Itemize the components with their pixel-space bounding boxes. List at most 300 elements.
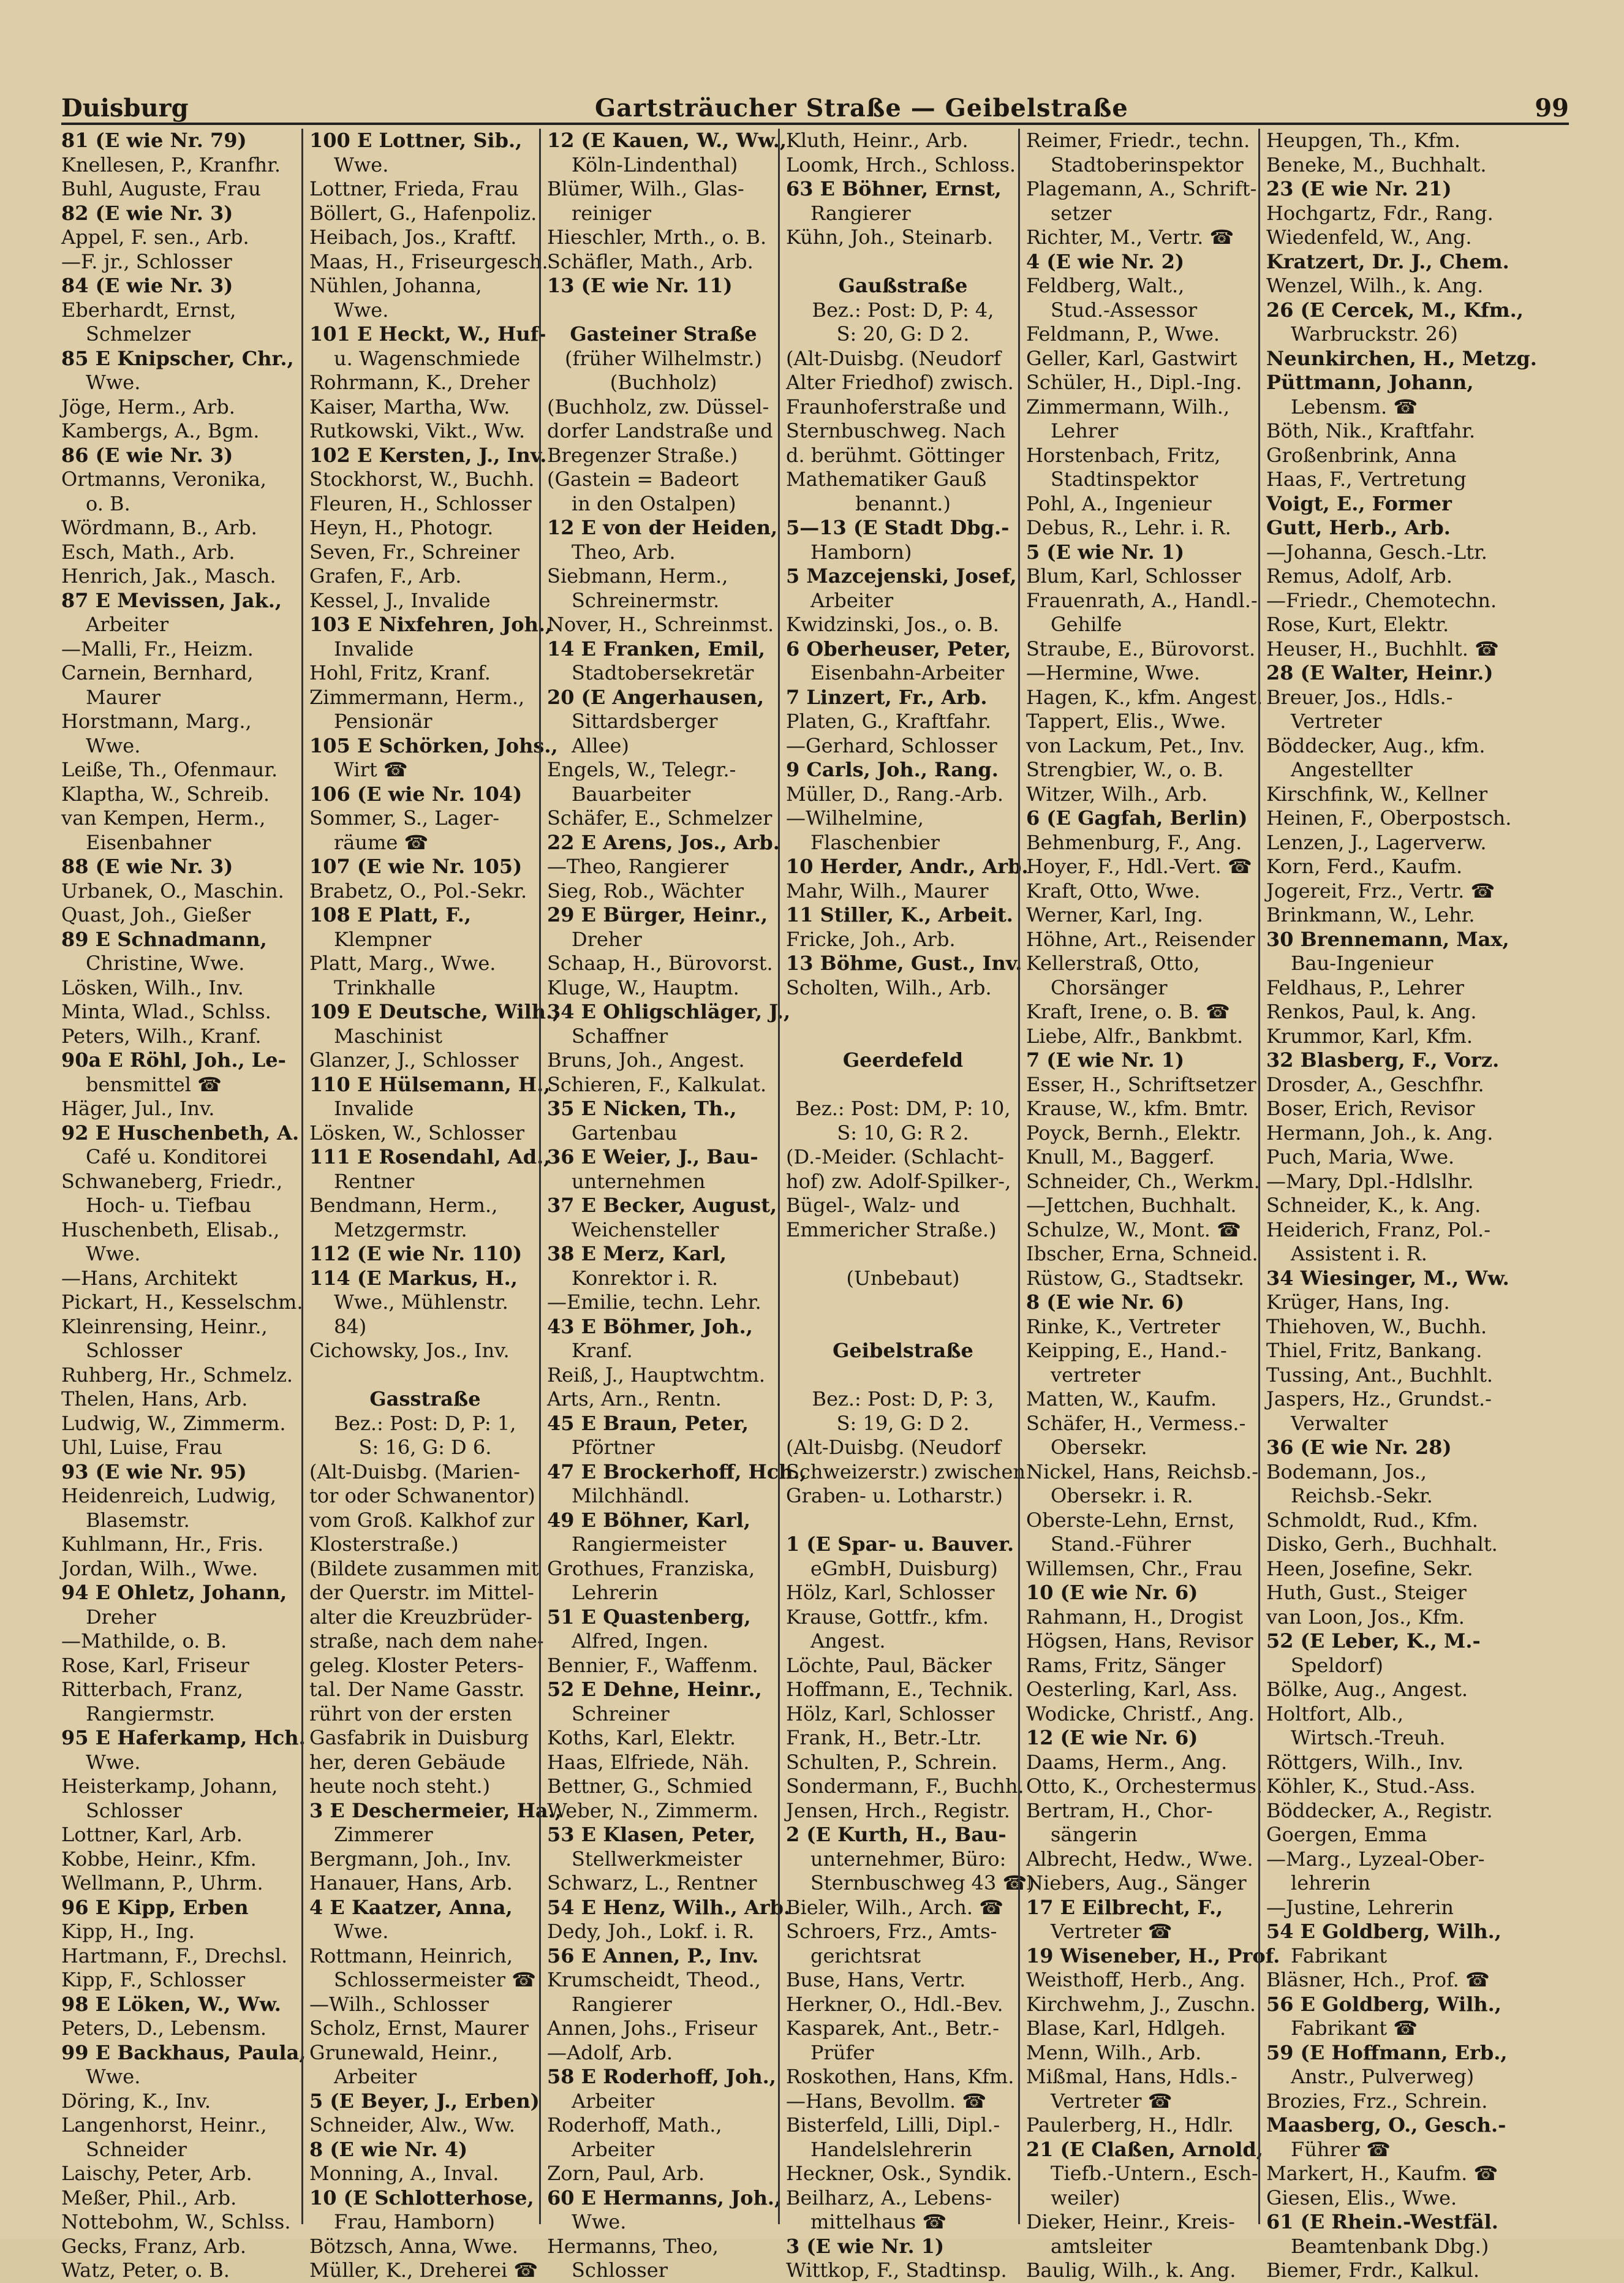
directory-line: Pensionär xyxy=(334,710,432,733)
directory-line xyxy=(547,298,780,323)
directory-line: —Malli, Fr., Heizm. xyxy=(61,637,254,661)
directory-line: benannt.) xyxy=(855,491,951,515)
directory-line: 61 (E Rhein.-Westfäl. xyxy=(1266,2210,1498,2233)
directory-line: Großenbrink, Anna xyxy=(1266,443,1457,467)
directory-line: Lenzen, J., Lagerverw. xyxy=(1266,830,1487,854)
directory-line: Invalide xyxy=(334,1097,414,1120)
directory-line: —Hans, Architekt xyxy=(61,1266,238,1290)
directory-line: Wwe. xyxy=(86,2065,141,2088)
directory-line: 23 (E wie Nr. 21) xyxy=(1266,177,1452,200)
directory-line: Rahmann, H., Drogist xyxy=(1026,1605,1244,1629)
directory-line: 3 E Deschermeier, Ha., xyxy=(309,1798,562,1822)
directory-line: Peters, D., Lebensm. xyxy=(61,2016,267,2040)
directory-line: Arbeiter xyxy=(334,2065,417,2088)
column-1 xyxy=(61,129,306,2282)
directory-line: heute noch steht.) xyxy=(309,1774,491,1798)
directory-line: eGmbH, Duisburg) xyxy=(810,1556,998,1580)
directory-line: (Gastein = Badeort xyxy=(547,468,739,491)
directory-line: Appel, F. sen., Arb. xyxy=(61,225,249,249)
directory-line: 6 Oberheuser, Peter, xyxy=(786,637,1011,661)
directory-line: Ritterbach, Franz, xyxy=(61,1678,243,1701)
directory-line: (D.-Meider. (Schlacht- xyxy=(786,1145,1004,1168)
directory-line: (Unbebaut) xyxy=(846,1266,960,1290)
header-city: Duisburg xyxy=(61,94,189,123)
directory-line: Lösken, W., Schlosser xyxy=(309,1121,525,1145)
directory-line: Kasparek, Ant., Betr.- xyxy=(786,2016,1000,2040)
directory-line: 45 E Braun, Peter, xyxy=(547,1411,749,1435)
directory-line: Gasfabrik in Duisburg xyxy=(309,1726,529,1749)
directory-line: Löchte, Paul, Bäcker xyxy=(786,1653,992,1677)
directory-line: Schlosser xyxy=(86,1339,183,1362)
directory-line: Wellmann, P., Uhrm. xyxy=(61,1871,263,1895)
directory-line: Schieren, F., Kalkulat. xyxy=(547,1072,767,1096)
directory-line: Böddecker, Aug., kfm. xyxy=(1266,733,1486,757)
directory-line: Hochgartz, Fdr., Rang. xyxy=(1266,201,1494,225)
directory-line: 22 E Arens, Jos., Arb. xyxy=(547,830,780,854)
directory-line: Bölke, Aug., Angest. xyxy=(1266,1678,1468,1701)
directory-line: Plagemann, A., Schrift- xyxy=(1026,177,1257,200)
directory-line: Esser, H., Schriftsetzer xyxy=(1026,1072,1256,1096)
directory-line: Hölz, Karl, Schlosser xyxy=(786,1702,995,1725)
directory-line: 82 (E wie Nr. 3) xyxy=(61,201,233,225)
directory-line: 30 Brennemann, Max, xyxy=(1266,927,1509,951)
directory-line: 47 E Brockerhoff, Hch., xyxy=(547,1460,807,1483)
directory-line: Wwe. xyxy=(572,2210,627,2233)
directory-line: Lehrer xyxy=(1051,419,1119,442)
directory-line: Leiße, Th., Ofenmaur. xyxy=(61,758,278,781)
directory-line: Tussing, Ant., Buchhlt. xyxy=(1266,1363,1494,1387)
directory-line: Kipp, F., Schlosser xyxy=(61,1968,246,1991)
directory-line: Hoffmann, E., Technik. xyxy=(786,1678,1014,1701)
directory-line: Kranf. xyxy=(572,1339,633,1362)
directory-line: Oesterling, Karl, Ass. xyxy=(1026,1678,1238,1701)
directory-line: Frauenrath, A., Handl.- xyxy=(1026,588,1258,612)
column-5 xyxy=(1018,129,1280,2282)
directory-line: Langenhorst, Heinr., xyxy=(61,2113,267,2137)
directory-line: Angestellter xyxy=(1291,758,1413,781)
directory-line: Kraft, Otto, Wwe. xyxy=(1026,879,1201,903)
directory-line: Kratzert, Dr. J., Chem. xyxy=(1266,249,1509,273)
directory-line: hof) zw. Adolf-Spilker-, xyxy=(786,1169,1011,1193)
directory-line: Baulig, Wilh., k. Ang. xyxy=(1026,2258,1236,2282)
directory-line: Stud.-Assessor xyxy=(1051,298,1198,322)
directory-line: 14 E Franken, Emil, xyxy=(547,637,765,661)
directory-line: Thelen, Hans, Arb. xyxy=(61,1387,248,1410)
directory-line: Warbruckstr. 26) xyxy=(1291,322,1458,346)
directory-line: Oberste-Lehn, Ernst, xyxy=(1026,1508,1235,1532)
directory-line: (Alt-Duisbg. (Neudorf xyxy=(786,346,1001,370)
directory-line: Ibscher, Erna, Schneid. xyxy=(1026,1242,1258,1265)
directory-line: 13 (E wie Nr. 11) xyxy=(547,274,733,297)
directory-line xyxy=(786,250,1020,274)
directory-line: Stadtinspektor xyxy=(1051,468,1198,491)
directory-line: Albrecht, Hedw., Wwe. xyxy=(1026,1847,1253,1871)
directory-line xyxy=(309,1363,541,1388)
directory-line: Hieschler, Mrth., o. B. xyxy=(547,225,767,249)
directory-line: Klosterstraße.) xyxy=(309,1532,459,1556)
directory-line: Esch, Math., Arb. xyxy=(61,540,235,564)
directory-line: Bau-Ingenieur xyxy=(1291,952,1433,975)
directory-line: 35 E Nicken, Th., xyxy=(547,1097,737,1120)
directory-line: Huschenbeth, Elisab., xyxy=(61,1217,280,1241)
directory-line: 105 E Schörken, Johs., xyxy=(309,733,558,757)
directory-line: Blümer, Wilh., Glas- xyxy=(547,177,744,200)
directory-line: 87 E Mevissen, Jak., xyxy=(61,588,282,612)
directory-line: Kraft, Irene, o. B. ☎ xyxy=(1026,1000,1230,1023)
directory-line: —Marg., Lyzeal-Ober- xyxy=(1266,1847,1485,1871)
directory-line: Watz, Peter, o. B. xyxy=(61,2258,230,2282)
directory-line: Mahr, Wilh., Maurer xyxy=(786,879,989,903)
directory-line: tor oder Schwanentor) xyxy=(309,1484,535,1507)
directory-line: Annen, Johs., Friseur xyxy=(547,2016,757,2040)
directory-line: 89 E Schnadmann, xyxy=(61,927,267,951)
directory-line: Schreiner xyxy=(572,1702,670,1725)
column-4 xyxy=(778,129,1035,2282)
directory-line: Peters, Wilh., Kranf. xyxy=(61,1024,262,1048)
directory-line: Vertreter ☎ xyxy=(1051,1920,1173,1943)
directory-line: 4 (E wie Nr. 2) xyxy=(1026,249,1185,273)
directory-line: Schroers, Frz., Amts- xyxy=(786,1920,997,1943)
directory-line: 111 E Rosendahl, Ad., xyxy=(309,1145,551,1168)
directory-line: bensmittel ☎ xyxy=(86,1072,222,1096)
directory-line: Kuhlmann, Hr., Fris. xyxy=(61,1532,264,1556)
directory-line: Zimmermann, Herm., xyxy=(309,685,525,709)
directory-line: Wenzel, Wilh., k. Ang. xyxy=(1266,274,1484,297)
directory-line: unternehmen xyxy=(572,1169,706,1193)
directory-line: 6 (E Gagfah, Berlin) xyxy=(1026,806,1248,830)
directory-line: Heen, Josefine, Sekr. xyxy=(1266,1556,1473,1580)
directory-line: Schulze, W., Mont. ☎ xyxy=(1026,1217,1241,1241)
directory-line: Sternbuschweg. Nach xyxy=(786,419,1006,442)
directory-line: Minta, Wlad., Schlss. xyxy=(61,1000,271,1023)
directory-line: 5 (E wie Nr. 1) xyxy=(1026,540,1185,564)
directory-line: Schneider, Alw., Ww. xyxy=(309,2113,515,2137)
directory-line: Böth, Nik., Kraftfahr. xyxy=(1266,419,1476,442)
directory-line: 34 Wiesinger, M., Ww. xyxy=(1266,1266,1509,1290)
directory-line: Schäfer, E., Schmelzer xyxy=(547,806,772,830)
directory-line xyxy=(786,1290,1020,1315)
directory-line: Herkner, O., Hdl.-Bev. xyxy=(786,1992,1003,2016)
directory-line: Beneke, M., Buchhalt. xyxy=(1266,153,1487,176)
directory-line: Arbeiter xyxy=(572,2137,655,2161)
directory-line: der Querstr. im Mittel- xyxy=(309,1581,534,1604)
directory-line: Dreher xyxy=(86,1605,156,1629)
directory-line: Rangiermstr. xyxy=(86,1702,216,1725)
directory-line: Weichensteller xyxy=(572,1217,719,1241)
directory-line: Wodicke, Christf., Ang. xyxy=(1026,1702,1255,1725)
directory-line: Scholten, Wilh., Arb. xyxy=(786,975,992,999)
directory-line: Niebers, Aug., Sänger xyxy=(1026,1871,1247,1895)
directory-line: Kellerstraß, Otto, xyxy=(1026,952,1200,975)
directory-line: Poyck, Bernh., Elektr. xyxy=(1026,1121,1242,1145)
directory-line: Henrich, Jak., Masch. xyxy=(61,564,276,588)
directory-line: Fricke, Joh., Arb. xyxy=(786,927,956,951)
directory-line: Schüler, H., Dipl.-Ing. xyxy=(1026,371,1242,394)
directory-line: Milchhändl. xyxy=(572,1484,690,1507)
street-heading: Gasstraße xyxy=(369,1387,481,1410)
street-heading: Gasteiner Straße xyxy=(570,322,757,346)
directory-line: Wwe. xyxy=(86,1750,141,1774)
directory-line: Ortmanns, Veronika, xyxy=(61,468,266,491)
directory-line: Wirt ☎ xyxy=(334,758,408,781)
directory-line: Schreinermstr. xyxy=(572,588,720,612)
directory-line: Hoch- u. Tiefbau xyxy=(86,1194,252,1217)
directory-line: Schmoldt, Rud., Kfm. xyxy=(1266,1508,1478,1532)
directory-line: Kirschfink, W., Kellner xyxy=(1266,782,1488,806)
directory-line: 36 E Weier, J., Bau- xyxy=(547,1145,758,1168)
directory-line: Heuser, H., Buchhlt. ☎ xyxy=(1266,637,1499,661)
directory-line: Höhne, Art., Reisender xyxy=(1026,927,1255,951)
directory-line: 1 (E Spar- u. Bauver. xyxy=(786,1532,1014,1556)
directory-line: Jordan, Wilh., Wwe. xyxy=(61,1556,259,1580)
directory-line: Sondermann, F., Buchh. xyxy=(786,1774,1024,1798)
directory-line: Neunkirchen, H., Metzg. xyxy=(1266,346,1537,370)
directory-line: Hölz, Karl, Schlosser xyxy=(786,1581,995,1604)
directory-line: Rüstow, G., Stadtsekr. xyxy=(1026,1266,1245,1290)
directory-line: geleg. Kloster Peters- xyxy=(309,1653,524,1677)
directory-line: Drosder, A., Geschfhr. xyxy=(1266,1072,1484,1096)
directory-line: —Hermine, Wwe. xyxy=(1026,661,1200,684)
directory-line: Alfred, Ingen. xyxy=(572,1629,709,1653)
directory-line: Zimmermann, Wilh., xyxy=(1026,395,1230,418)
page-number: 99 xyxy=(1535,94,1569,123)
directory-line: Christine, Wwe. xyxy=(86,952,245,975)
column-3 xyxy=(539,129,807,2282)
directory-line: Bendmann, Herm., xyxy=(309,1194,498,1217)
directory-line: Obersekr. xyxy=(1051,1436,1147,1459)
directory-line: Vertreter xyxy=(1291,710,1382,733)
directory-line: Kluge, W., Hauptm. xyxy=(547,975,739,999)
directory-line: Bieler, Wilh., Arch. ☎ xyxy=(786,1895,1004,1919)
directory-line: 110 E Hülsemann, H., xyxy=(309,1072,551,1096)
directory-line: weiler) xyxy=(1051,2186,1120,2209)
directory-line: Nühlen, Johanna, xyxy=(309,274,482,297)
directory-line: Bez.: Post: D, P: 3, xyxy=(812,1387,994,1410)
directory-line: 12 E von der Heiden, xyxy=(547,516,778,539)
directory-line: Bregenzer Straße.) xyxy=(547,443,738,467)
directory-line: Krummor, Karl, Kfm. xyxy=(1266,1024,1473,1048)
directory-line: Siebmann, Herm., xyxy=(547,564,728,588)
directory-line: Röttgers, Wilh., Inv. xyxy=(1266,1750,1464,1774)
directory-line: Geller, Karl, Gastwirt xyxy=(1026,346,1237,370)
directory-line: straße, nach dem nahe- xyxy=(309,1629,544,1653)
directory-line: Lottner, Karl, Arb. xyxy=(61,1823,243,1846)
directory-line: Roskothen, Hans, Kfm. xyxy=(786,2065,1014,2088)
directory-line: —Hans, Bevollm. ☎ xyxy=(786,2089,987,2113)
directory-line: Hoyer, F., Hdl.-Vert. ☎ xyxy=(1026,855,1252,878)
directory-line: Schäfer, H., Vermess.- xyxy=(1026,1411,1246,1435)
directory-line: Rutkowski, Vikt., Ww. xyxy=(309,419,526,442)
directory-line: Gecks, Franz, Arb. xyxy=(61,2234,247,2258)
directory-line: —Wilhelmine, xyxy=(786,806,924,830)
directory-line xyxy=(786,1000,1020,1024)
directory-line xyxy=(786,1024,1020,1049)
directory-line: Mathematiker Gauß xyxy=(786,468,987,491)
directory-line: —Mathilde, o. B. xyxy=(61,1629,227,1653)
directory-line: Schneider xyxy=(86,2137,187,2161)
directory-line: Angest. xyxy=(810,1629,886,1653)
directory-line: Stadtoberinspektor xyxy=(1051,153,1244,176)
directory-line: Voigt, E., Former xyxy=(1266,491,1452,515)
directory-line: 85 E Knipscher, Chr., xyxy=(61,346,294,370)
directory-line: Schneider, Ch., Werkm. xyxy=(1026,1169,1260,1193)
directory-line: Verwalter xyxy=(1291,1411,1388,1435)
directory-line: 52 (E Leber, K., M.- xyxy=(1266,1629,1481,1653)
directory-line: 103 E Nixfehren, Joh., xyxy=(309,613,553,636)
directory-line: 114 (E Markus, H., xyxy=(309,1266,518,1290)
directory-line: Strengbier, W., o. B. xyxy=(1026,758,1224,781)
directory-line: Otto, K., Orchestermus. xyxy=(1026,1774,1263,1798)
directory-line: Tappert, Elis., Wwe. xyxy=(1026,710,1226,733)
directory-line: Stand.-Führer xyxy=(1051,1532,1191,1556)
directory-line: Rentner xyxy=(334,1169,415,1193)
directory-line: Holtfort, Alb., xyxy=(1266,1702,1404,1725)
directory-line: Knull, M., Baggerf. xyxy=(1026,1145,1215,1168)
directory-line: —Johanna, Gesch.-Ltr. xyxy=(1266,540,1487,564)
directory-line: 7 Linzert, Fr., Arb. xyxy=(786,685,988,709)
directory-line: mittelhaus ☎ xyxy=(810,2210,947,2233)
directory-line: 63 E Böhner, Ernst, xyxy=(786,177,1002,200)
directory-line: Schlosser xyxy=(572,2258,668,2282)
directory-line: Böllert, G., Hafenpoliz. xyxy=(309,201,537,225)
directory-line: Carnein, Bernhard, xyxy=(61,661,254,684)
directory-line: Keipping, E., Hand.- xyxy=(1026,1339,1227,1362)
directory-line: Bodemann, Jos., xyxy=(1266,1460,1427,1483)
directory-line: Brinkmann, W., Lehr. xyxy=(1266,903,1475,926)
directory-line: Menn, Wilh., Arb. xyxy=(1026,2040,1202,2064)
directory-line: 9 Carls, Joh., Rang. xyxy=(786,758,999,781)
directory-line: Remus, Adolf, Arb. xyxy=(1266,564,1452,588)
directory-line: Bez.: Post: DM, P: 10, xyxy=(795,1097,1011,1120)
directory-line: —Justine, Lehrerin xyxy=(1266,1895,1454,1919)
directory-line: Glanzer, J., Schlosser xyxy=(309,1048,519,1072)
directory-line: Rangierer xyxy=(572,1992,672,2016)
directory-line: dorfer Landstraße und xyxy=(547,419,773,442)
directory-line: Heidenreich, Ludwig, xyxy=(61,1484,277,1507)
directory-line: Krüger, Hans, Ing. xyxy=(1266,1290,1450,1314)
directory-line: 60 E Hermanns, Joh., xyxy=(547,2186,782,2209)
directory-line: Schäfler, Math., Arb. xyxy=(547,249,753,273)
directory-line: Chorsänger xyxy=(1051,975,1168,999)
directory-line: Arbeiter xyxy=(810,588,894,612)
directory-line: Korn, Ferd., Kaufm. xyxy=(1266,855,1463,878)
directory-line: Heyn, H., Photogr. xyxy=(309,516,494,539)
directory-line: Lehrerin xyxy=(572,1581,659,1604)
directory-line: 28 (E Walter, Heinr.) xyxy=(1266,661,1494,684)
directory-line: Trinkhalle xyxy=(334,975,436,999)
directory-line: lehrerin xyxy=(1291,1871,1371,1895)
directory-line: Metzgermstr. xyxy=(334,1217,467,1241)
directory-line: Arbeiter xyxy=(86,613,169,636)
directory-line: Kambergs, A., Bgm. xyxy=(61,419,260,442)
directory-line: Hamborn) xyxy=(810,540,912,564)
directory-line: Hermanns, Theo, xyxy=(547,2234,719,2258)
directory-line: Lebensm. ☎ xyxy=(1291,395,1418,418)
directory-line: Kessel, J., Invalide xyxy=(309,588,491,612)
directory-line: Markert, H., Kaufm. ☎ xyxy=(1266,2162,1498,2185)
directory-line: 106 (E wie Nr. 104) xyxy=(309,782,523,806)
directory-line: 34 E Ohligschläger, J., xyxy=(547,1000,791,1023)
directory-line: Lösken, Wilh., Inv. xyxy=(61,975,244,999)
directory-line: Kwidzinski, Jos., o. B. xyxy=(786,613,999,636)
street-heading: Gaußstraße xyxy=(838,274,968,297)
directory-line: 53 E Klasen, Peter, xyxy=(547,1823,756,1846)
directory-line: Krause, Gottfr., kfm. xyxy=(786,1605,989,1629)
directory-line: Heupgen, Th., Kfm. xyxy=(1266,129,1461,152)
directory-line: (Bildete zusammen mit xyxy=(309,1556,539,1580)
directory-line: Stellwerkmeister xyxy=(572,1847,742,1871)
directory-line xyxy=(786,1073,1020,1097)
directory-line: Wwe. xyxy=(86,371,141,394)
directory-line: 5 Mazcejenski, Josef, xyxy=(786,564,1017,588)
column-2 xyxy=(301,129,562,2282)
directory-line: 8 (E wie Nr. 4) xyxy=(309,2137,468,2161)
directory-line: Högsen, Hans, Revisor xyxy=(1026,1629,1253,1653)
directory-line: Platt, Marg., Wwe. xyxy=(309,952,496,975)
directory-line: gerichtsrat xyxy=(810,1944,921,1967)
directory-line: 81 (E wie Nr. 79) xyxy=(61,129,247,152)
directory-line: 12 (E Kauen, W., Ww., xyxy=(547,129,787,152)
column-6 xyxy=(1258,129,1537,2282)
directory-line: Blasemstr. xyxy=(86,1508,190,1532)
directory-line: Boser, Erich, Revisor xyxy=(1266,1097,1475,1120)
directory-line: —F. jr., Schlosser xyxy=(61,249,232,273)
directory-line: Beamtenbank Dbg.) xyxy=(1291,2234,1489,2258)
directory-line: Engels, W., Telegr.- xyxy=(547,758,736,781)
directory-line: Brabetz, O., Pol.-Sekr. xyxy=(309,879,527,903)
directory-line: 98 E Löken, W., Ww. xyxy=(61,1992,281,2016)
directory-line: 107 (E wie Nr. 105) xyxy=(309,855,523,878)
directory-line: Knellesen, P., Kranfhr. xyxy=(61,153,281,176)
directory-line: Wirtsch.-Treuh. xyxy=(1291,1726,1446,1749)
directory-line: Koths, Karl, Elektr. xyxy=(547,1726,736,1749)
directory-line: d. berühmt. Göttinger xyxy=(786,443,1005,467)
directory-line: Fleuren, H., Schlosser xyxy=(309,491,532,515)
directory-line: 51 E Quastenberg, xyxy=(547,1605,751,1629)
directory-line: o. B. xyxy=(86,491,130,515)
directory-line: Grafen, F., Arb. xyxy=(309,564,462,588)
directory-line: 86 (E wie Nr. 3) xyxy=(61,443,233,467)
directory-line: (Buchholz) xyxy=(610,371,717,394)
directory-line: Gartenbau xyxy=(572,1121,678,1145)
directory-line: Rose, Kurt, Elektr. xyxy=(1266,613,1449,636)
directory-line: 11 Stiller, K., Arbeit. xyxy=(786,903,1013,926)
directory-line: Bertram, H., Chor- xyxy=(1026,1798,1213,1822)
directory-line: Feldberg, Walt., xyxy=(1026,274,1185,297)
directory-line: 54 E Goldberg, Wilh., xyxy=(1266,1920,1501,1943)
directory-line: Frau, Hamborn) xyxy=(334,2210,495,2233)
directory-line: 10 (E wie Nr. 6) xyxy=(1026,1581,1198,1604)
directory-line: Schneider, K., k. Ang. xyxy=(1266,1194,1481,1217)
directory-line: 21 (E Claßen, Arnold, xyxy=(1026,2137,1263,2161)
directory-line: Obersekr. i. R. xyxy=(1051,1484,1193,1507)
directory-line: Alter Friedhof) zwisch. xyxy=(786,371,1014,394)
directory-line: 38 E Merz, Karl, xyxy=(547,1242,727,1265)
directory-line: Klaptha, W., Schreib. xyxy=(61,782,270,806)
directory-line: Schweizerstr.) zwischen xyxy=(786,1460,1025,1483)
directory-line: Rangiermeister xyxy=(572,1532,727,1556)
directory-line: 7 (E wie Nr. 1) xyxy=(1026,1048,1185,1072)
directory-line: Kirchwehm, J., Zuschn. xyxy=(1026,1992,1256,2016)
directory-line: Goergen, Emma xyxy=(1266,1823,1427,1846)
directory-line: Heibach, Jos., Kraftf. xyxy=(309,225,517,249)
directory-line: Maasberg, O., Gesch.- xyxy=(1266,2113,1506,2137)
directory-line: tal. Der Name Gasstr. xyxy=(309,1678,525,1701)
directory-line: 59 (E Hoffmann, Erb., xyxy=(1266,2040,1508,2064)
directory-line: in den Ostalpen) xyxy=(572,491,736,515)
directory-line: —Theo, Rangierer xyxy=(547,855,729,878)
directory-line: alter die Kreuzbrüder- xyxy=(309,1605,532,1629)
